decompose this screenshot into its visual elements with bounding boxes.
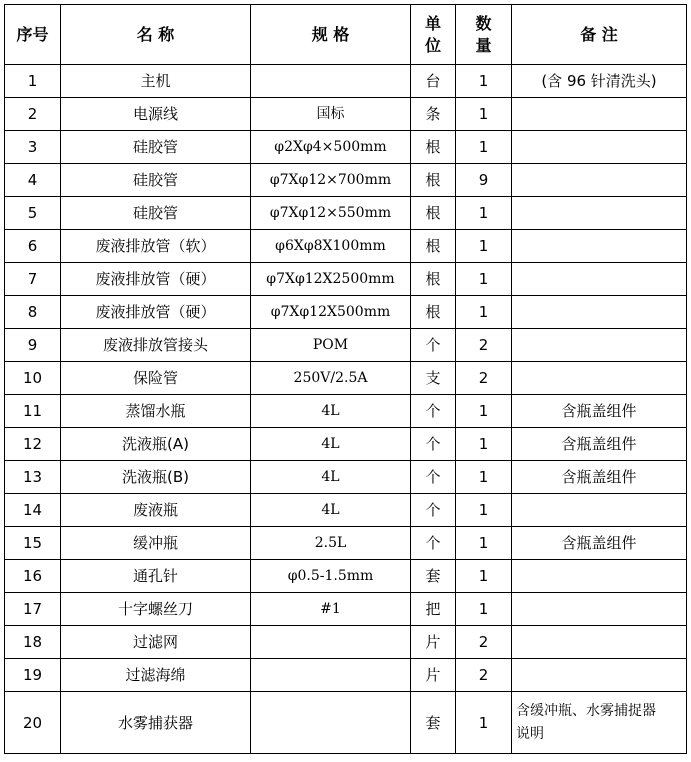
cell-name: 硅胶管 (61, 131, 251, 164)
cell-name: 废液瓶 (61, 494, 251, 527)
cell-qty: 1 (456, 428, 512, 461)
cell-seq: 1 (5, 65, 61, 98)
cell-note: (含 96 针清洗头) (512, 65, 687, 98)
cell-note (512, 362, 687, 395)
cell-name: 过滤网 (61, 626, 251, 659)
cell-note (512, 164, 687, 197)
cell-seq: 5 (5, 197, 61, 230)
cell-note (512, 659, 687, 692)
cell-qty: 2 (456, 362, 512, 395)
header-spec: 规 格 (251, 5, 411, 65)
table-row (5, 395, 687, 428)
cell-note (512, 197, 687, 230)
cell-spec: 250V/2.5A (251, 362, 411, 395)
cell-unit: 个 (411, 461, 456, 494)
cell-spec: 2.5L (251, 527, 411, 560)
cell-seq: 3 (5, 131, 61, 164)
cell-unit: 台 (411, 65, 456, 98)
cell-qty: 1 (456, 230, 512, 263)
header-unit-top: 单 (424, 14, 441, 34)
header-name: 名 称 (61, 5, 251, 65)
cell-unit: 套 (411, 560, 456, 593)
table-row (5, 65, 687, 98)
cell-seq: 18 (5, 626, 61, 659)
cell-note: 含瓶盖组件 (512, 395, 687, 428)
cell-seq: 14 (5, 494, 61, 527)
cell-qty: 2 (456, 626, 512, 659)
header-note: 备 注 (512, 5, 687, 65)
cell-qty: 1 (456, 65, 512, 98)
cell-name: 电源线 (61, 98, 251, 131)
cell-unit: 片 (411, 659, 456, 692)
cell-unit: 条 (411, 98, 456, 131)
cell-seq: 10 (5, 362, 61, 395)
cell-seq: 16 (5, 560, 61, 593)
table-row (5, 527, 687, 560)
table-row (5, 692, 687, 754)
cell-unit: 根 (411, 164, 456, 197)
cell-qty: 1 (456, 263, 512, 296)
cell-seq: 17 (5, 593, 61, 626)
cell-seq: 2 (5, 98, 61, 131)
cell-note (512, 131, 687, 164)
cell-qty: 1 (456, 197, 512, 230)
cell-unit: 个 (411, 395, 456, 428)
cell-unit: 片 (411, 626, 456, 659)
cell-seq: 12 (5, 428, 61, 461)
cell-spec: φ6Xφ8X100mm (251, 230, 411, 263)
table-row (5, 659, 687, 692)
cell-qty: 1 (456, 296, 512, 329)
cell-name: 硅胶管 (61, 197, 251, 230)
cell-qty: 1 (456, 494, 512, 527)
cell-qty: 1 (456, 593, 512, 626)
cell-spec: #1 (251, 593, 411, 626)
cell-note (512, 560, 687, 593)
cell-seq: 9 (5, 329, 61, 362)
cell-unit: 根 (411, 263, 456, 296)
cell-name: 过滤海绵 (61, 659, 251, 692)
table-row (5, 296, 687, 329)
cell-unit: 根 (411, 197, 456, 230)
table-row (5, 230, 687, 263)
cell-spec: φ7Xφ12×550mm (251, 197, 411, 230)
cell-qty: 1 (456, 131, 512, 164)
table-row (5, 131, 687, 164)
packing-list-table (4, 4, 687, 754)
cell-spec: 4L (251, 395, 411, 428)
header-row (5, 5, 687, 65)
cell-seq: 6 (5, 230, 61, 263)
cell-note (512, 626, 687, 659)
cell-seq: 19 (5, 659, 61, 692)
header-unit-bottom: 位 (424, 35, 441, 55)
cell-name: 主机 (61, 65, 251, 98)
cell-qty: 1 (456, 527, 512, 560)
packing-list (4, 4, 687, 754)
cell-unit: 把 (411, 593, 456, 626)
cell-note-line: 含缓冲瓶、水雾捕捉器 (516, 703, 656, 720)
cell-name: 废液排放管（硬） (61, 296, 251, 329)
table-row (5, 362, 687, 395)
header-seq: 序号 (5, 5, 61, 65)
table-row (5, 329, 687, 362)
cell-name: 洗液瓶(B) (61, 461, 251, 494)
cell-spec (251, 65, 411, 98)
cell-name: 通孔针 (61, 560, 251, 593)
table-row (5, 164, 687, 197)
cell-note (512, 263, 687, 296)
cell-spec (251, 692, 411, 754)
table-row (5, 626, 687, 659)
header-qty-bottom: 量 (475, 35, 492, 55)
cell-unit: 根 (411, 131, 456, 164)
cell-note-line: 说明 (516, 725, 544, 742)
cell-spec: φ7Xφ12×700mm (251, 164, 411, 197)
cell-note (512, 230, 687, 263)
cell-spec: 4L (251, 428, 411, 461)
cell-spec: POM (251, 329, 411, 362)
cell-note: 含瓶盖组件 (512, 527, 687, 560)
cell-name: 废液排放管（硬） (61, 263, 251, 296)
cell-qty: 1 (456, 98, 512, 131)
cell-spec: φ2Xφ4×500mm (251, 131, 411, 164)
cell-spec: 4L (251, 461, 411, 494)
cell-note (512, 296, 687, 329)
cell-seq: 15 (5, 527, 61, 560)
cell-seq: 13 (5, 461, 61, 494)
cell-qty: 1 (456, 692, 512, 754)
table-row (5, 461, 687, 494)
cell-spec (251, 659, 411, 692)
cell-spec: φ7Xφ12X500mm (251, 296, 411, 329)
cell-seq: 4 (5, 164, 61, 197)
cell-note (512, 494, 687, 527)
cell-spec (251, 626, 411, 659)
cell-name: 废液排放管接头 (61, 329, 251, 362)
cell-qty: 9 (456, 164, 512, 197)
table-row (5, 593, 687, 626)
cell-unit: 个 (411, 494, 456, 527)
cell-note (512, 329, 687, 362)
header-qty-top: 数 (475, 14, 492, 34)
cell-name: 蒸馏水瓶 (61, 395, 251, 428)
cell-spec: 国标 (251, 98, 411, 131)
table-row (5, 197, 687, 230)
cell-note: 含瓶盖组件 (512, 428, 687, 461)
table-row (5, 98, 687, 131)
cell-unit: 根 (411, 230, 456, 263)
cell-qty: 1 (456, 461, 512, 494)
cell-unit: 根 (411, 296, 456, 329)
cell-qty: 1 (456, 560, 512, 593)
cell-unit: 套 (411, 692, 456, 754)
cell-name: 十字螺丝刀 (61, 593, 251, 626)
cell-name: 保险管 (61, 362, 251, 395)
cell-name: 水雾捕获器 (61, 692, 251, 754)
cell-note (512, 593, 687, 626)
cell-qty: 2 (456, 659, 512, 692)
cell-unit: 支 (411, 362, 456, 395)
cell-spec: 4L (251, 494, 411, 527)
table-row (5, 428, 687, 461)
cell-qty: 1 (456, 395, 512, 428)
header-qty (456, 5, 512, 65)
cell-spec: φ0.5-1.5mm (251, 560, 411, 593)
cell-seq: 11 (5, 395, 61, 428)
cell-note (512, 98, 687, 131)
table-row (5, 263, 687, 296)
cell-name: 废液排放管（软） (61, 230, 251, 263)
cell-note: 含瓶盖组件 (512, 461, 687, 494)
table-body (5, 65, 687, 754)
cell-unit: 个 (411, 329, 456, 362)
header-unit (411, 5, 456, 65)
table-row (5, 560, 687, 593)
cell-name: 洗液瓶(A) (61, 428, 251, 461)
table-row (5, 494, 687, 527)
cell-seq: 8 (5, 296, 61, 329)
cell-name: 缓冲瓶 (61, 527, 251, 560)
cell-unit: 个 (411, 428, 456, 461)
cell-unit: 个 (411, 527, 456, 560)
cell-qty: 2 (456, 329, 512, 362)
cell-spec: φ7Xφ12X2500mm (251, 263, 411, 296)
cell-seq: 7 (5, 263, 61, 296)
cell-note (512, 692, 687, 754)
cell-seq: 20 (5, 692, 61, 754)
cell-name: 硅胶管 (61, 164, 251, 197)
